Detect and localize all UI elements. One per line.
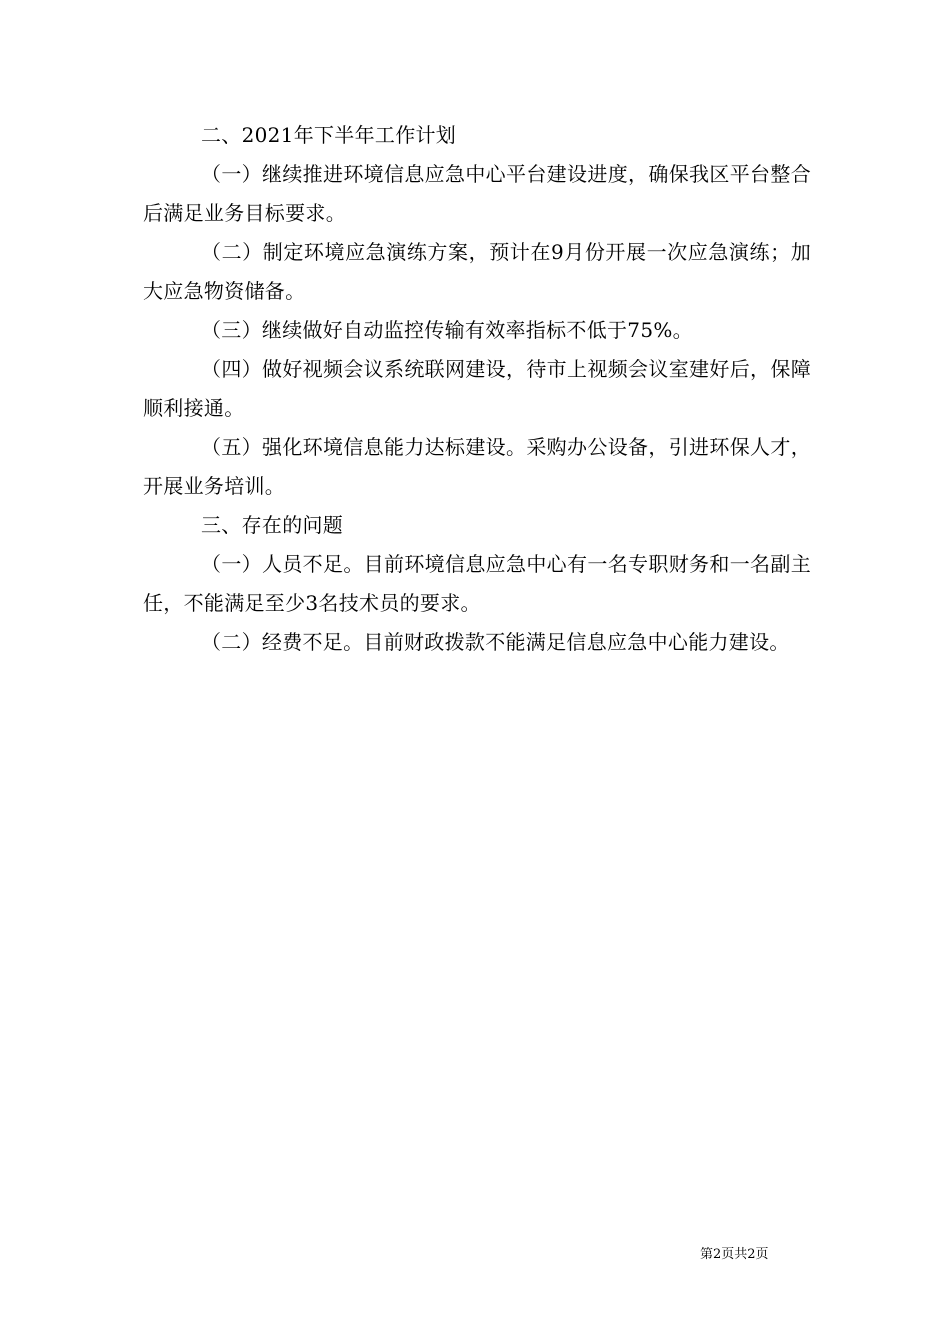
problem-item-1: （一）人员不足。目前环境信息应急中心有一名专职财务和一名副主任，不能满足至少3名技术员的要求。 xyxy=(143,552,811,615)
section-heading-problems: 三、存在的问题 xyxy=(201,513,344,537)
document-body xyxy=(143,116,811,662)
page-number-footer: 第2页共2页 xyxy=(700,1247,769,1262)
problem-item-2: （二）经费不足。目前财政拨款不能满足信息应急中心能力建设。 xyxy=(201,630,790,654)
plan-item-2: （二）制定环境应急演练方案，预计在9月份开展一次应急演练；加大应急物资储备。 xyxy=(143,240,811,303)
plan-item-1: （一）继续推进环境信息应急中心平台建设进度，确保我区平台整合后满足业务目标要求。 xyxy=(143,162,811,225)
plan-item-4: （四）做好视频会议系统联网建设，待市上视频会议室建好后，保障顺利接通。 xyxy=(143,357,811,420)
section-heading-work-plan: 二、2021年下半年工作计划 xyxy=(201,123,457,147)
plan-item-5: （五）强化环境信息能力达标建设。采购办公设备，引进环保人才，开展业务培训。 xyxy=(143,435,811,498)
plan-item-3: （三）继续做好自动监控传输有效率指标不低于75%。 xyxy=(201,318,693,342)
